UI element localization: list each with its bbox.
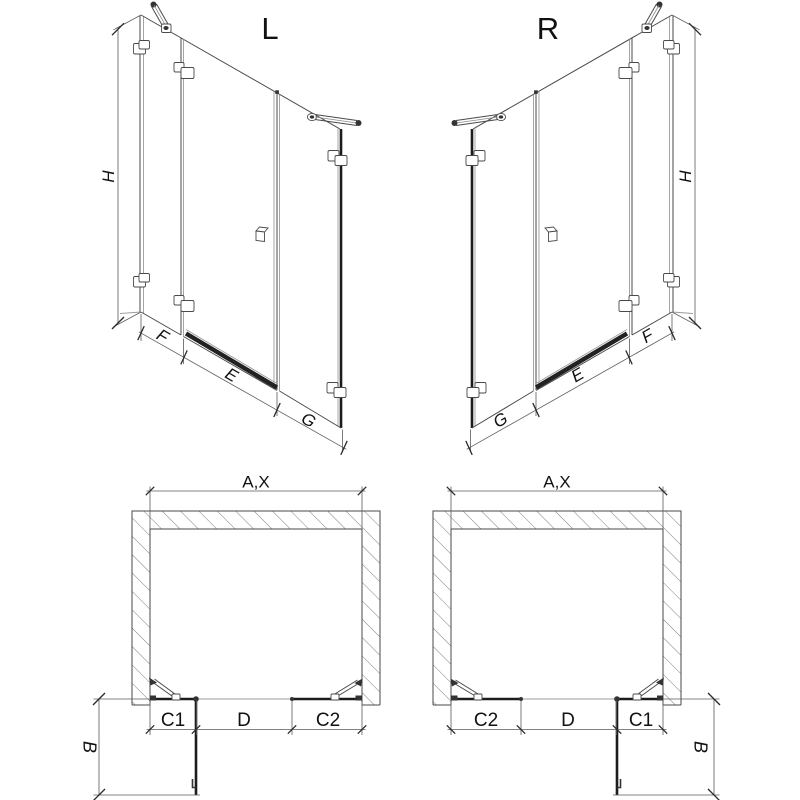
height-label-left: H [98, 169, 118, 183]
panel-f-label-right: F [638, 325, 657, 347]
door-e-label-right: E [567, 364, 588, 387]
opening-width-label-right: A,X [543, 472, 571, 492]
panel-f-label-left: F [153, 325, 172, 347]
depth-b-label-left: B [79, 740, 100, 754]
c2-label-left: C2 [315, 710, 341, 732]
height-label-right: H [675, 169, 695, 183]
labels-layer [79, 11, 710, 753]
variant-label-left: L [261, 11, 279, 47]
variant-label-right: R [536, 11, 560, 47]
c1-label-left: C1 [160, 710, 186, 732]
opening-width-label-left: A,X [242, 472, 270, 492]
perspective-drawing-left [112, 2, 362, 455]
panel-g-label-right: G [490, 408, 511, 432]
perspective-drawing-right [452, 2, 702, 455]
depth-b-label-right: B [690, 740, 711, 754]
panel-g-label-left: G [298, 408, 319, 432]
d-label-right: D [561, 710, 575, 732]
plan-walls-left [132, 511, 380, 705]
c1-label-right: C1 [628, 710, 654, 732]
door-e-label-left: E [221, 364, 242, 387]
c2-label-right: C2 [473, 710, 499, 732]
d-label-left: D [237, 710, 251, 732]
plan-walls-right [433, 511, 681, 705]
